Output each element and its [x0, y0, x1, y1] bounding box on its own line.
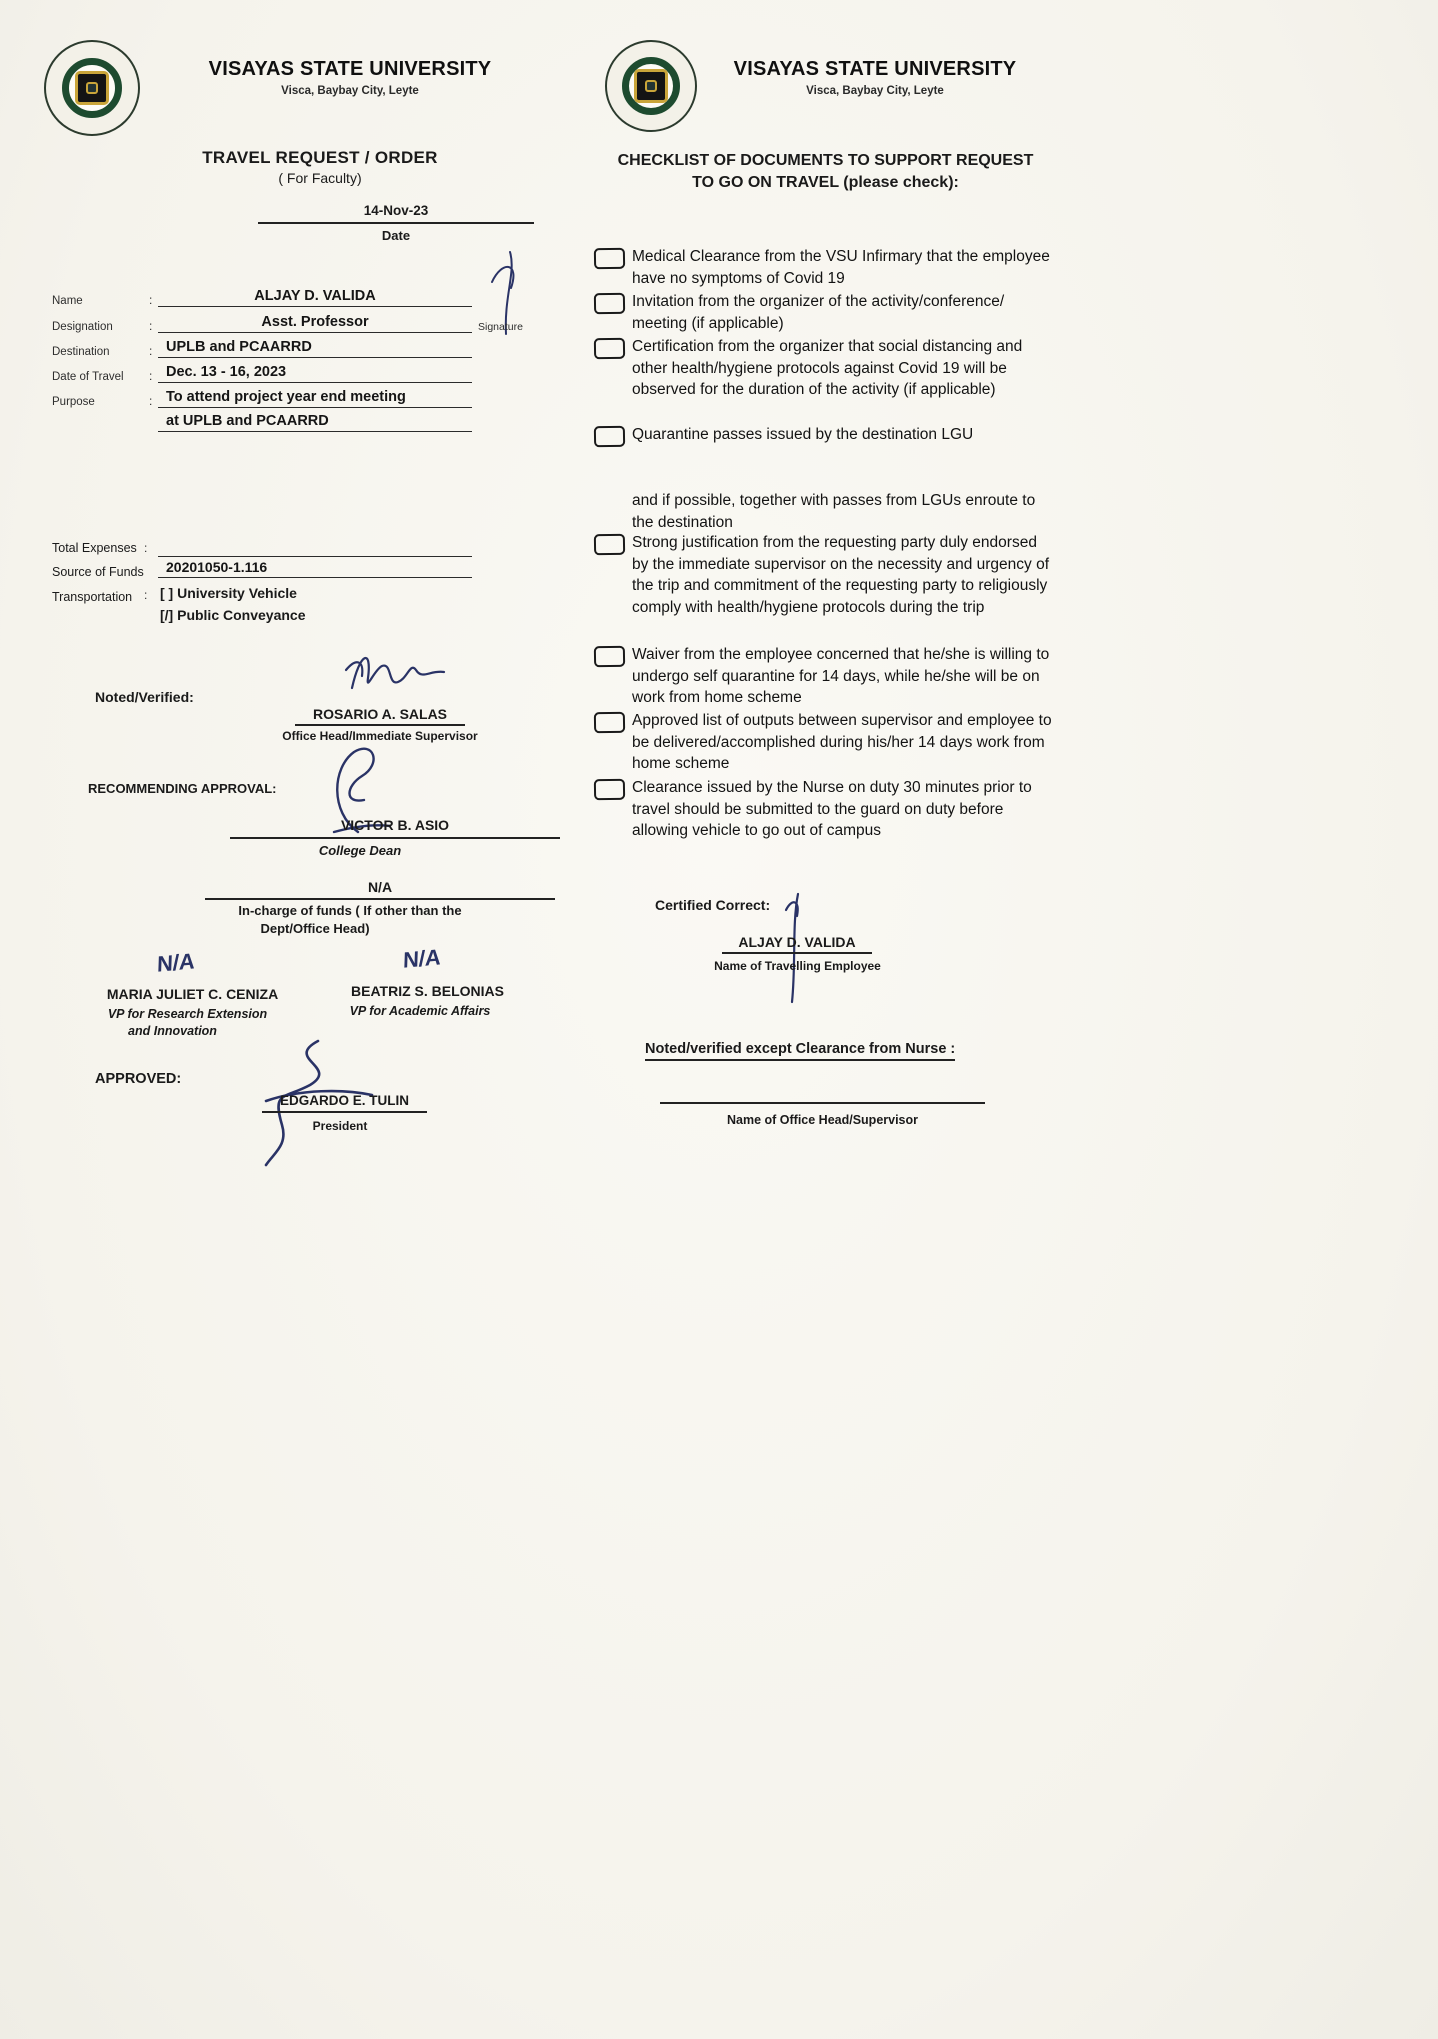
purpose-value-line1: To attend project year end meeting: [158, 389, 472, 408]
seal-emblem: [75, 71, 109, 105]
destination-value: UPLB and PCAARRD: [158, 339, 472, 358]
checklist-item-label: Waiver from the employee concerned that he/she is willing to undergo self quarantine for 14 days, while he/she will be on work from home scheme: [632, 646, 1050, 706]
purpose-label: Purpose: [52, 396, 95, 408]
travel-date-value: Dec. 13 - 16, 2023: [158, 364, 472, 383]
incharge-funds-caption-line1: In-charge of funds ( If other than the: [238, 903, 462, 918]
vp-research-title-line2: and Innovation: [128, 1024, 217, 1038]
form-title: TRAVEL REQUEST / ORDER: [202, 148, 438, 167]
certified-correct-label: Certified Correct:: [655, 897, 771, 913]
source-of-funds-label: Source of Funds: [52, 565, 144, 579]
designation-colon: :: [149, 319, 153, 333]
noted-verified-name: ROSARIO A. SALAS: [295, 706, 465, 726]
university-name-right: VISAYAS STATE UNIVERSITY: [733, 58, 1017, 80]
name-label: Name: [52, 295, 83, 307]
noted-except-nurse-label: Noted/verified except Clearance from Nurse :: [645, 1041, 955, 1061]
seal-ring: [62, 58, 123, 119]
approved-name: EDGARDO E. TULIN: [262, 1093, 427, 1113]
checklist-item-label: Quarantine passes issued by the destination LGU: [632, 426, 974, 443]
form-subtitle: ( For Faculty): [278, 170, 362, 186]
recommending-approval-name: VICTOR B. ASIO: [230, 817, 560, 839]
vp-academic-title: VP for Academic Affairs: [349, 1004, 491, 1018]
destination-label: Destination: [52, 346, 110, 358]
vp-academic-na-mark: N/A: [402, 944, 442, 973]
form-date-value: 14-Nov-23: [363, 203, 429, 218]
checklist-item-label: Invitation from the organizer of the activity/conference/ meeting (if applicable): [632, 293, 1005, 332]
date-caption: Date: [381, 228, 411, 243]
seal-emblem-right: [634, 69, 668, 103]
office-head-caption: Name of Office Head/Supervisor: [726, 1113, 919, 1127]
university-name: VISAYAS STATE UNIVERSITY: [208, 58, 492, 80]
transport-option-public-conveyance[interactable]: [/] Public Conveyance: [160, 607, 306, 623]
recommending-approval-label: RECOMMENDING APPROVAL:: [88, 781, 277, 796]
source-of-funds-value: 20201050-1.116: [158, 559, 472, 578]
total-expenses-colon: :: [144, 541, 148, 555]
university-address: Visca, Baybay City, Leyte: [281, 85, 419, 97]
incharge-funds-value: N/A: [205, 879, 555, 900]
checklist-continuation-note: and if possible, together with passes from LGUs enroute to the destination: [632, 492, 1036, 531]
approved-label: APPROVED:: [95, 1071, 182, 1087]
designation-value: Asst. Professor: [158, 314, 472, 333]
noted-verified-label: Noted/Verified:: [95, 689, 194, 705]
checklist-item-medical-clearance: [594, 246, 1056, 289]
name-colon: :: [149, 293, 153, 307]
checklist-title-line1: CHECKLIST OF DOCUMENTS TO SUPPORT REQUEST: [617, 152, 1034, 169]
checklist-item-nurse-clearance: [594, 777, 1056, 842]
transportation-label: Transportation: [52, 590, 133, 604]
designation-label: Designation: [52, 321, 113, 333]
purpose-value-line2: at UPLB and PCAARRD: [158, 413, 472, 432]
checkbox[interactable]: [594, 426, 625, 448]
checkbox[interactable]: [594, 712, 625, 734]
travel-date-colon: :: [149, 369, 153, 383]
certified-correct-caption: Name of Travelling Employee: [714, 959, 881, 973]
vsu-seal-logo: [44, 40, 140, 136]
vp-research-name: MARIA JULIET C. CENIZA: [106, 986, 279, 1002]
signature-caption: Signature: [478, 321, 523, 333]
noted-verified-title: Office Head/Immediate Supervisor: [282, 729, 478, 743]
checklist-item-quarantine-passes: [594, 424, 1056, 447]
seal-ring-right: [622, 57, 680, 115]
total-expenses-line: [158, 540, 472, 557]
transport-option-university-vehicle[interactable]: [ ] University Vehicle: [160, 585, 297, 601]
checklist-title-line2: TO GO ON TRAVEL (please check):: [692, 174, 959, 191]
vp-research-na-mark: N/A: [156, 948, 196, 977]
certified-correct-name: ALJAY D. VALIDA: [722, 934, 872, 954]
checkbox[interactable]: [594, 293, 625, 315]
date-underline: [258, 206, 534, 224]
checkbox[interactable]: [594, 248, 625, 270]
salas-signature-ink: [338, 640, 460, 706]
recommending-approval-title: College Dean: [318, 843, 402, 858]
office-head-signature-line[interactable]: [660, 1086, 985, 1104]
checklist-item-label: Medical Clearance from the VSU Infirmary that the employee have no symptoms of Covid 19: [632, 248, 1050, 287]
vp-academic-name: BEATRIZ S. BELONIAS: [351, 983, 504, 999]
checklist-item-label: Clearance issued by the Nurse on duty 30 minutes prior to travel should be submitted to the guard on duty before allowing vehicle to go out of campus: [632, 779, 1032, 839]
travel-date-label: Date of Travel: [52, 371, 124, 383]
purpose-colon: :: [149, 394, 153, 408]
destination-colon: :: [149, 344, 153, 358]
checklist-item-certification: [594, 336, 1056, 401]
approved-title: President: [312, 1119, 368, 1133]
checklist-item-label: Approved list of outputs between supervisor and employee to be delivered/accomplished during his/her 14 days work from home scheme: [632, 712, 1052, 772]
checklist-item-label: Certification from the organizer that social distancing and other health/hygiene protocols against Covid 19 will be observed for the duration of the activity (if applicable): [632, 338, 1023, 398]
transportation-colon: :: [144, 588, 148, 602]
checkbox[interactable]: [594, 779, 625, 801]
checkbox[interactable]: [594, 646, 625, 668]
university-address-right: Visca, Baybay City, Leyte: [806, 85, 944, 97]
checkbox[interactable]: [594, 338, 625, 360]
checklist-item-strong-justification: [594, 532, 1056, 618]
checkbox[interactable]: [594, 534, 625, 556]
checklist-item-label: Strong justification from the requesting party duly endorsed by the immediate supervisor on the necessity and urgency of the trip and commitment of the requesting party to religiously comply with health/hygiene protocols during the trip: [632, 534, 1050, 616]
vp-research-title-line1: VP for Research Extension: [107, 1007, 268, 1021]
checklist-item-approved-outputs: [594, 710, 1056, 775]
checklist-item-invitation: [594, 291, 1056, 334]
checklist-item-waiver: [594, 644, 1056, 709]
total-expenses-label: Total Expenses: [52, 541, 137, 555]
incharge-funds-caption-line2: Dept/Office Head): [260, 921, 370, 936]
name-value: ALJAY D. VALIDA: [158, 288, 472, 307]
